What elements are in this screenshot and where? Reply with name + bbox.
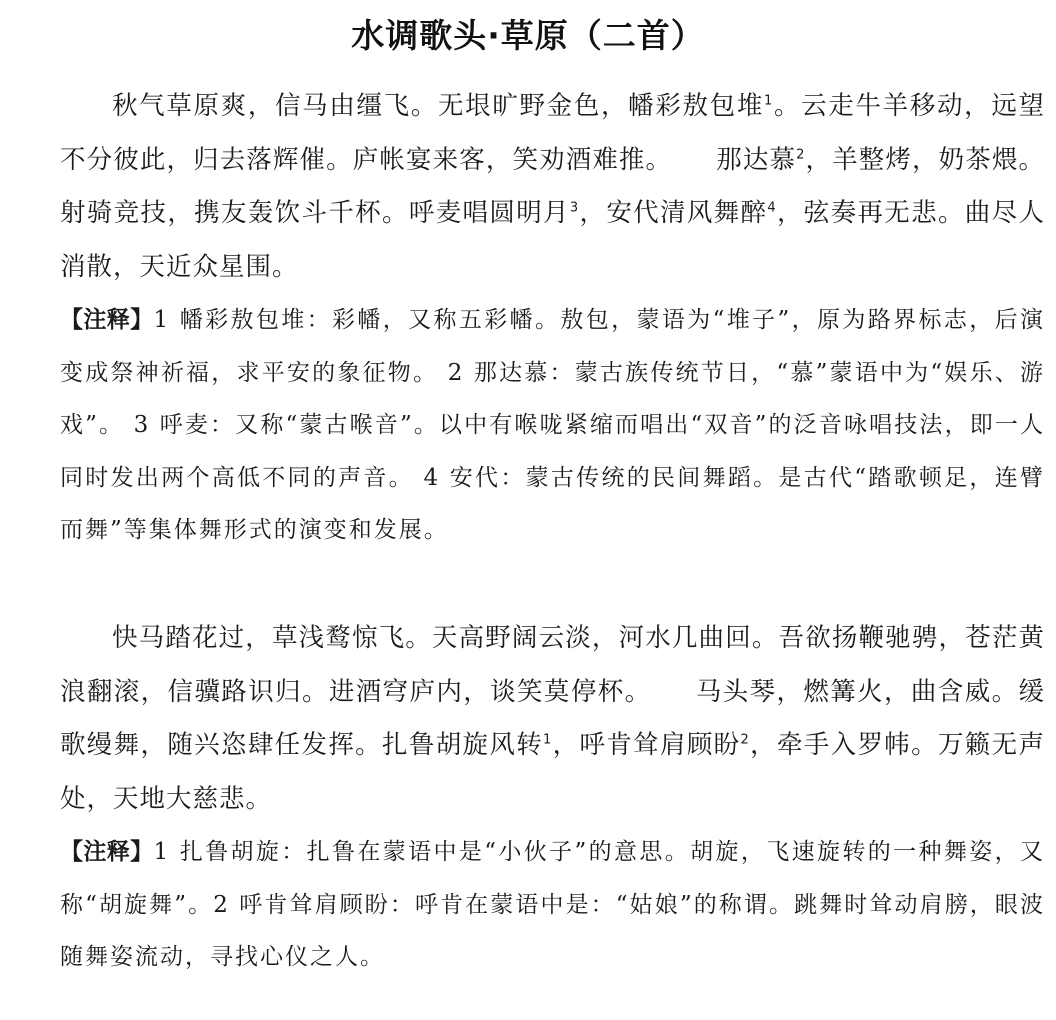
footnote-marker: 2 <box>796 147 806 162</box>
footnote-marker: 1 <box>764 93 774 109</box>
poem-one-text: ，羊整烤，奶茶煨。射骑竞技，携友轰饮斗千杯。呼麦唱圆明月 <box>60 144 1045 228</box>
annotation-text: 1 幡彩敖包堆：彩幡，又称五彩幡。敖包，蒙语为“堆子”，原为路界标志，后演变成祭神祈福，求平安的象征物。 2 那达慕：蒙古族传统节日，“慕”蒙语中为“娱乐、游戏”。 3 呼麦：又称“蒙古喉音”。以中有喉咙紧缩而唱出“双音”的泛音咏唱技法，即一人同时发出两个高低不同的声音。 4 安代：蒙古传统的民间舞蹈。是古代“踏歌顿足，连臂而舞”等集体舞形式的演变和发展。 <box>60 307 1046 543</box>
poem-two-text: ，呼肯耸肩顾盼 <box>552 730 741 760</box>
annotation-one <box>60 294 1045 557</box>
poem-one-text: 那达慕 <box>716 144 797 175</box>
poem-two <box>60 612 1045 826</box>
footnote-marker: 2 <box>740 732 750 748</box>
footnote-marker: 4 <box>767 200 777 216</box>
poem-two-text: ，牵手入罗帏。万籁无声处，天地大慈悲。 <box>60 730 1045 814</box>
poem-one-text: ，弦奏再无悲。曲尽人消散，天近众星围。 <box>60 198 1045 282</box>
poem-one-text: ，安代清风舞醉 <box>579 198 768 228</box>
poem-one-text: 秋气草原爽，信马由缰飞。无垠旷野金色，幡彩敖包堆 <box>112 91 765 121</box>
footnote-marker: 3 <box>569 200 580 216</box>
footnote-marker: 1 <box>543 732 553 748</box>
poem-two-text: 快马踏花过，草浅鹜惊飞。天高野阔云淡，河水几曲回。吾欲扬鞭驰骋，苍茫黄浪翻滚，信骥路识归。进酒穹庐内，谈笑莫停杯。 <box>60 623 1045 707</box>
poem-one <box>60 80 1045 294</box>
annotation-two <box>60 826 1045 984</box>
annotation-label: 【注释】 <box>60 839 154 865</box>
annotation-text: 1 扎鲁胡旋：扎鲁在蒙语中是“小伙子”的意思。胡旋，飞速旋转的一种舞姿，又称“胡旋舞”。2 呼肯耸肩顾盼：呼肯在蒙语中是：“姑娘”的称谓。跳舞时耸动肩膀，眼波随舞姿流动，寻找心仪之人。 <box>60 839 1046 970</box>
poem-two-text: 马头琴，燃篝火，曲含威。缓歌缦舞，随兴恣肆任发挥。扎鲁胡旋风转 <box>60 676 1045 760</box>
poem-one-text: 。云走牛羊移动，远望不分彼此，归去落辉催。庐帐宴来客，笑劝酒难推。 <box>60 91 1045 175</box>
annotation-label: 【注释】 <box>60 307 154 333</box>
page-title: 水调歌头·草原（二首） <box>351 16 705 55</box>
